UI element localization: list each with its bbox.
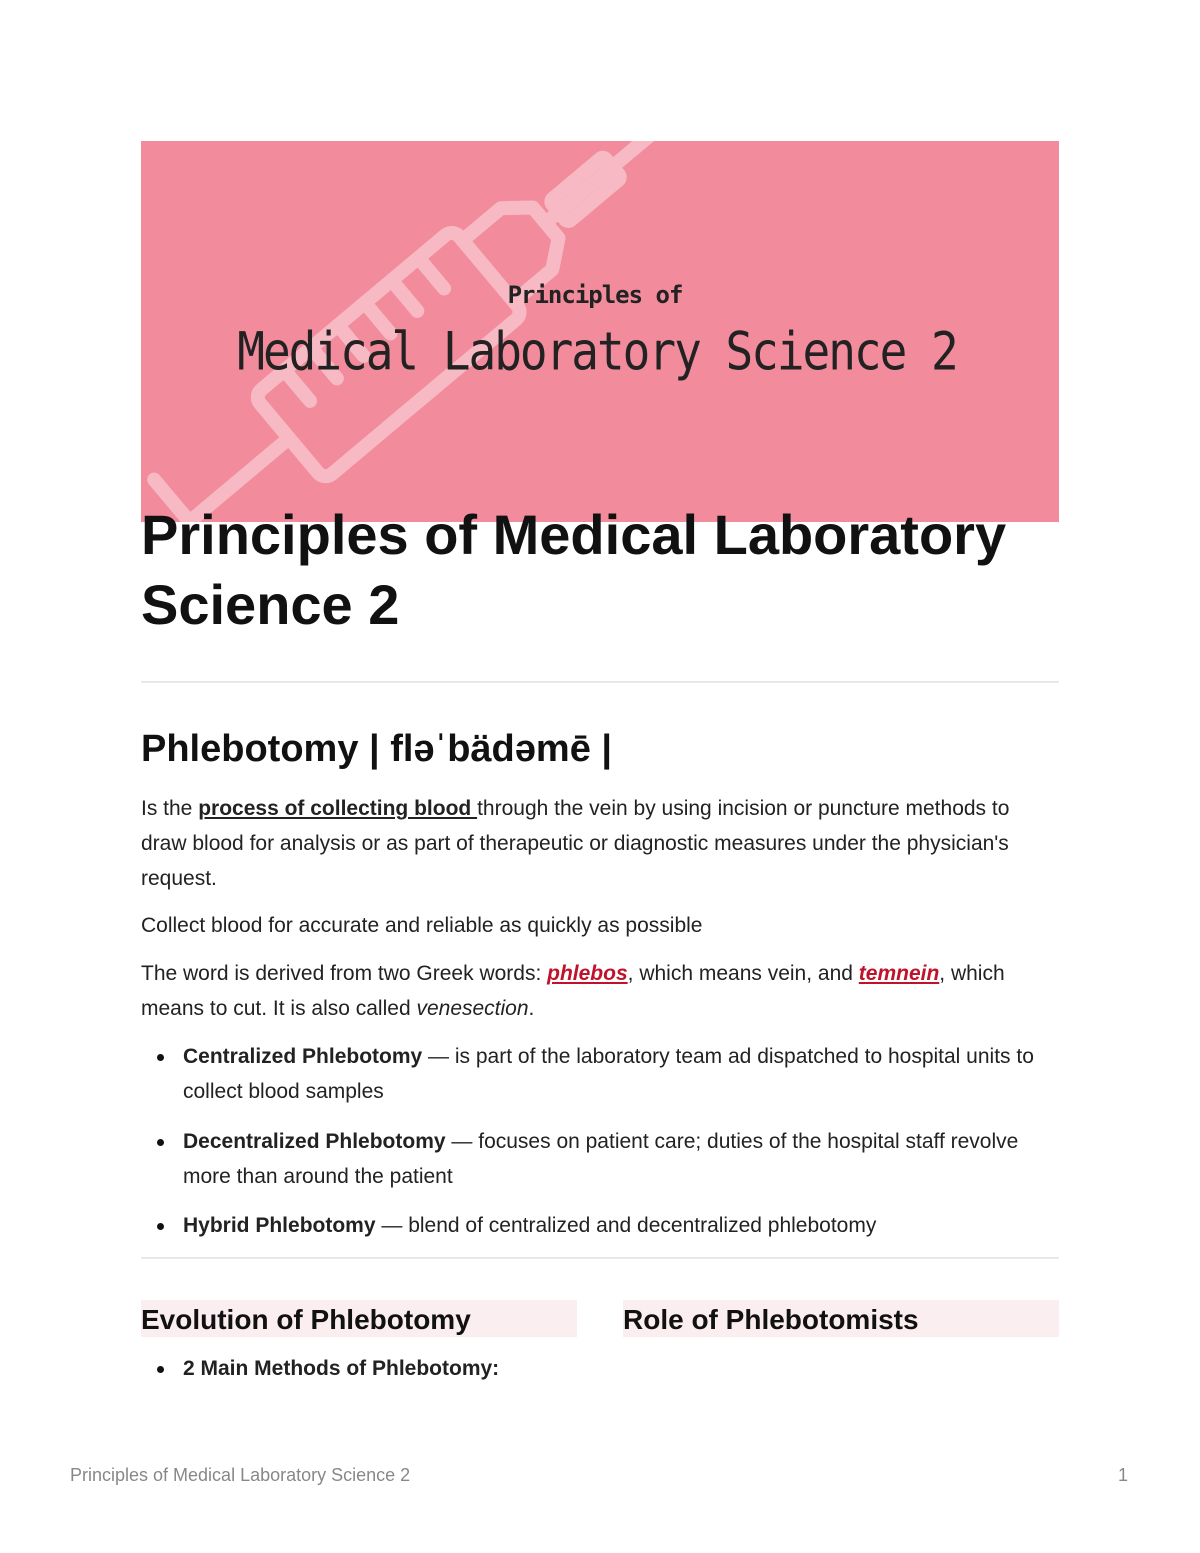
banner-subtitle: Principles of: [507, 281, 683, 309]
evolution-list: [141, 1351, 581, 1386]
section-heading-evolution: Evolution of Phlebotomy: [141, 1300, 577, 1337]
footer-title: Principles of Medical Laboratory Science 2: [70, 1465, 411, 1485]
italic-term: venesection: [416, 997, 529, 1020]
page-number: 1: [1117, 1465, 1128, 1485]
text-span: , which means vein, and: [627, 962, 859, 985]
header-banner: [141, 141, 1059, 522]
list-item: [141, 1039, 1061, 1109]
list-item-desc: — blend of centralized and decentralized phlebotomy: [375, 1214, 877, 1237]
emphasis-text: process of collecting blood: [198, 797, 478, 820]
etymology-paragraph: [141, 956, 1041, 1026]
text-span: The word is derived from two Greek words:: [141, 962, 548, 985]
text-span: .: [528, 997, 535, 1020]
list-item-term: Centralized Phlebotomy: [183, 1045, 423, 1068]
text-span: through the vein by using incision or puncture methods to draw blood for analysis or as part of therapeutic or diagnostic measures under the physician's request.: [141, 797, 1010, 890]
text-span: , which means to cut. It is also called: [141, 962, 1005, 1020]
phlebotomy-types-list: [141, 1039, 1061, 1243]
list-item-desc: — focuses on patient care; duties of the hospital staff revolve more than around the patient: [183, 1130, 1019, 1188]
list-item-term: Hybrid Phlebotomy: [183, 1214, 376, 1237]
list-item: [141, 1351, 581, 1386]
purpose-paragraph: Collect blood for accurate and reliable as quickly as possible: [141, 914, 703, 937]
list-item-term: 2 Main Methods of Phlebotomy:: [183, 1357, 500, 1380]
divider: [141, 1257, 1059, 1259]
divider: [141, 681, 1059, 683]
list-item: [141, 1208, 1061, 1243]
list-item: [141, 1124, 1061, 1194]
banner-title: Medical Laboratory Science 2: [237, 319, 957, 383]
greek-word-phlebos: phlebos: [547, 962, 628, 985]
greek-word-temnein: temnein: [858, 962, 940, 985]
list-item-term: Decentralized Phlebotomy: [183, 1130, 446, 1153]
page-title: Principles of Medical Laboratory Science 2: [141, 503, 1007, 636]
section-heading-role: Role of Phlebotomists: [623, 1300, 1059, 1337]
list-item-desc: — is part of the laboratory team ad dispatched to hospital units to collect blood samples: [183, 1045, 1034, 1103]
text-span: Is the: [141, 797, 199, 820]
section-heading-phlebotomy: Phlebotomy | fləˈbädəmē |: [141, 728, 613, 770]
definition-paragraph: [141, 791, 1041, 896]
